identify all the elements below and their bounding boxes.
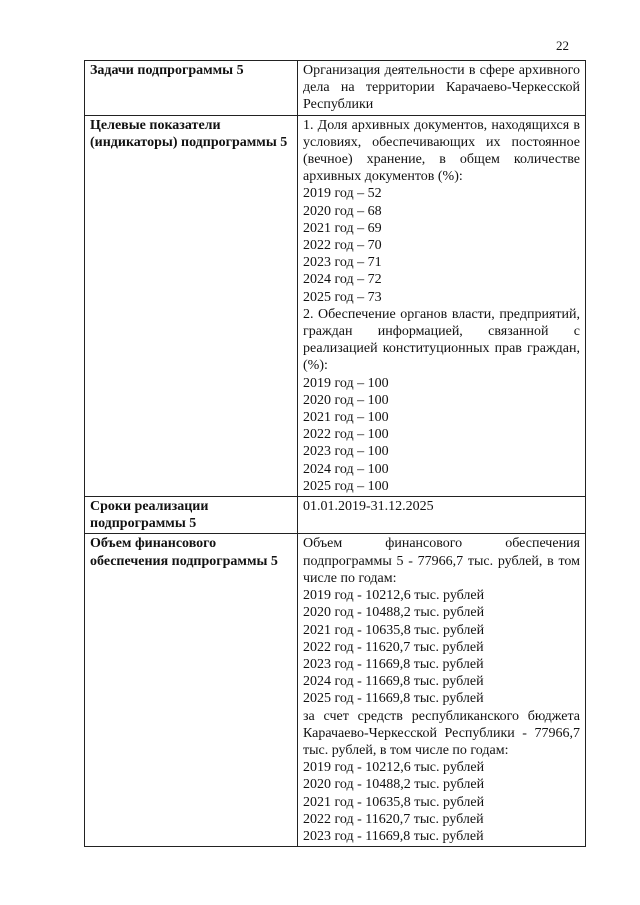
regional-year-line: 2019 год - 10212,6 тыс. рублей <box>303 760 485 776</box>
funding-year-line: 2021 год - 10635,8 тыс. рублей <box>303 622 485 638</box>
regional-year-line: 2021 год - 10635,8 тыс. рублей <box>303 794 485 810</box>
indicator-1-value: 2024 год – 72 <box>303 272 382 288</box>
period-label: Сроки реализации подпрограммы 5 <box>85 497 298 534</box>
regional-budget-intro: за счет средств республиканского бюджета Карачаево-Черкесской Республики - 77966,7 тыс. рублей, в том числе по годам: <box>303 708 580 758</box>
table-row <box>85 61 586 116</box>
indicator-1-text: 1. Доля архивных документов, находящихся в условиях, обеспечивающих их постоянное (вечное) хранение, в общем количестве архивных документов (%): <box>303 117 580 185</box>
indicator-2-value: 2020 год – 100 <box>303 392 389 408</box>
funding-year-line: 2024 год - 11669,8 тыс. рублей <box>303 674 484 690</box>
regional-year-line: 2022 год - 11620,7 тыс. рублей <box>303 811 484 827</box>
indicator-1-value: 2019 год – 52 <box>303 186 382 202</box>
indicator-2-value: 2024 год – 100 <box>303 461 389 477</box>
indicator-1-value: 2022 год – 70 <box>303 238 382 254</box>
tasks-label: Задачи подпрограммы 5 <box>85 61 298 116</box>
indicator-1-value: 2020 год – 68 <box>303 203 382 219</box>
funding-year-line: 2025 год - 11669,8 тыс. рублей <box>303 691 484 707</box>
indicator-2-value: 2025 год – 100 <box>303 478 389 494</box>
page-number: 22 <box>556 38 569 53</box>
table-row <box>85 497 586 534</box>
table-row <box>85 115 586 496</box>
indicator-1-value: 2023 год – 71 <box>303 255 382 271</box>
indicator-2-value: 2019 год – 100 <box>303 375 389 391</box>
indicator-2-text: 2. Обеспечение органов власти, предприятий, граждан информацией, связанной с реализацией конституционных прав граждан, (%): <box>303 306 580 374</box>
regional-year-line: 2023 год - 11669,8 тыс. рублей <box>303 828 484 844</box>
funding-year-line: 2019 год - 10212,6 тыс. рублей <box>303 588 485 604</box>
funding-intro: Объем финансового обеспечения подпрограммы 5 - 77966,7 тыс. рублей, в том числе по годам: <box>303 536 580 586</box>
indicator-2-value: 2023 год – 100 <box>303 444 389 460</box>
indicator-1-value: 2025 год – 73 <box>303 289 382 305</box>
passport-table <box>84 60 586 847</box>
funding-year-line: 2020 год - 10488,2 тыс. рублей <box>303 605 485 621</box>
indicator-1-value: 2021 год – 69 <box>303 220 382 236</box>
indicator-2-value: 2021 год – 100 <box>303 410 389 426</box>
funding-year-line: 2022 год - 11620,7 тыс. рублей <box>303 639 484 655</box>
period-text: 01.01.2019-31.12.2025 <box>298 497 586 534</box>
indicator-2-value: 2022 год – 100 <box>303 427 389 443</box>
regional-year-line: 2020 год - 10488,2 тыс. рублей <box>303 777 485 793</box>
table-row <box>85 534 586 847</box>
indicators-cell <box>298 115 586 496</box>
funding-year-line: 2023 год - 11669,8 тыс. рублей <box>303 656 484 672</box>
tasks-text: Организация деятельности в сфере архивного дела на территории Карачаево-Черкесской Республики <box>298 61 586 116</box>
funding-label: Объем финансового обеспечения подпрограммы 5 <box>85 534 298 847</box>
indicators-label: Целевые показатели (индикаторы) подпрограммы 5 <box>85 115 298 496</box>
funding-cell <box>298 534 586 847</box>
